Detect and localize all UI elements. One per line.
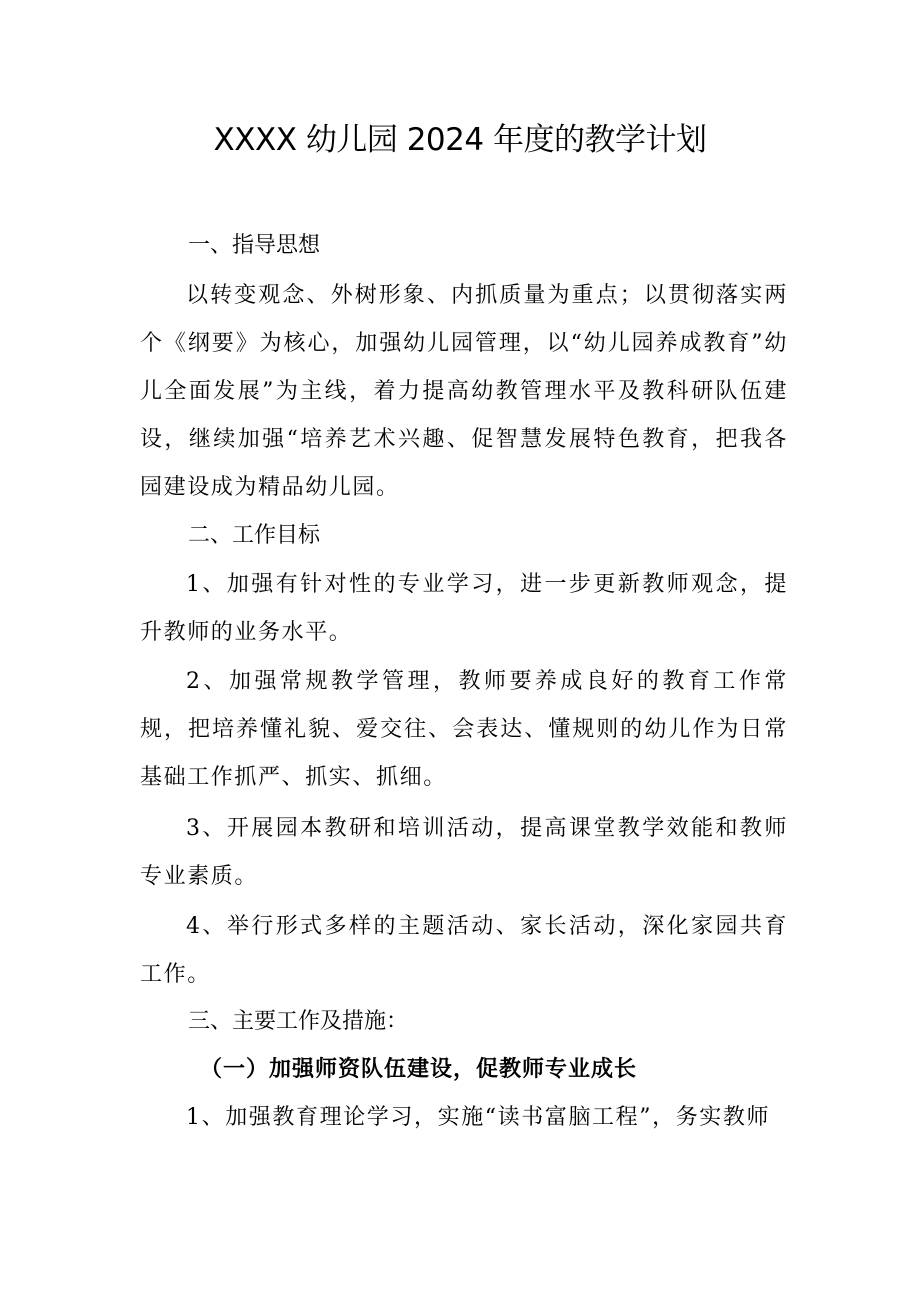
goal-item-1: 1、加强有针对性的专业学习，进一步更新教师观念，提升教师的业务水平。	[140, 572, 788, 645]
section-heading-guiding-ideology: 一、指导思想	[188, 233, 321, 258]
goal-item-3: 3、开展园本教研和培训活动，提高课堂教学效能和教师专业素质。	[140, 816, 788, 889]
subsection-heading-teacher-team: （一）加强师资队伍建设，促教师专业成长	[200, 1056, 638, 1082]
section-heading-main-work: 三、主要工作及措施：	[188, 1009, 409, 1034]
document-title: XXXX 幼儿园 2024 年度的教学计划	[213, 122, 707, 158]
section-heading-work-goals: 二、工作目标	[188, 523, 321, 548]
goal-item-2: 2、加强常规教学管理，教师要养成良好的教育工作常规，把培养懂礼貌、爱交往、会表达、懂规则的幼儿作为日常基础工作抓严、抓实、抓细。	[140, 669, 788, 790]
paragraph-guiding-ideology: 以转变观念、外树形象、内抓质量为重点；以贯彻落实两个《纲要》为核心，加强幼儿园管理，以“幼儿园养成教育”幼儿全面发展”为主线，着力提高幼教管理水平及教科研队伍建设，继续加强“培养艺术兴趣、促智慧发展特色教育，把我各园建设成为精品幼儿园。	[140, 283, 788, 500]
measure-item-1: 1、加强教育理论学习，实施“读书富脑工程”，务实教师	[186, 1105, 771, 1130]
goal-item-4: 4、举行形式多样的主题活动、家长活动，深化家园共育工作。	[140, 914, 788, 987]
